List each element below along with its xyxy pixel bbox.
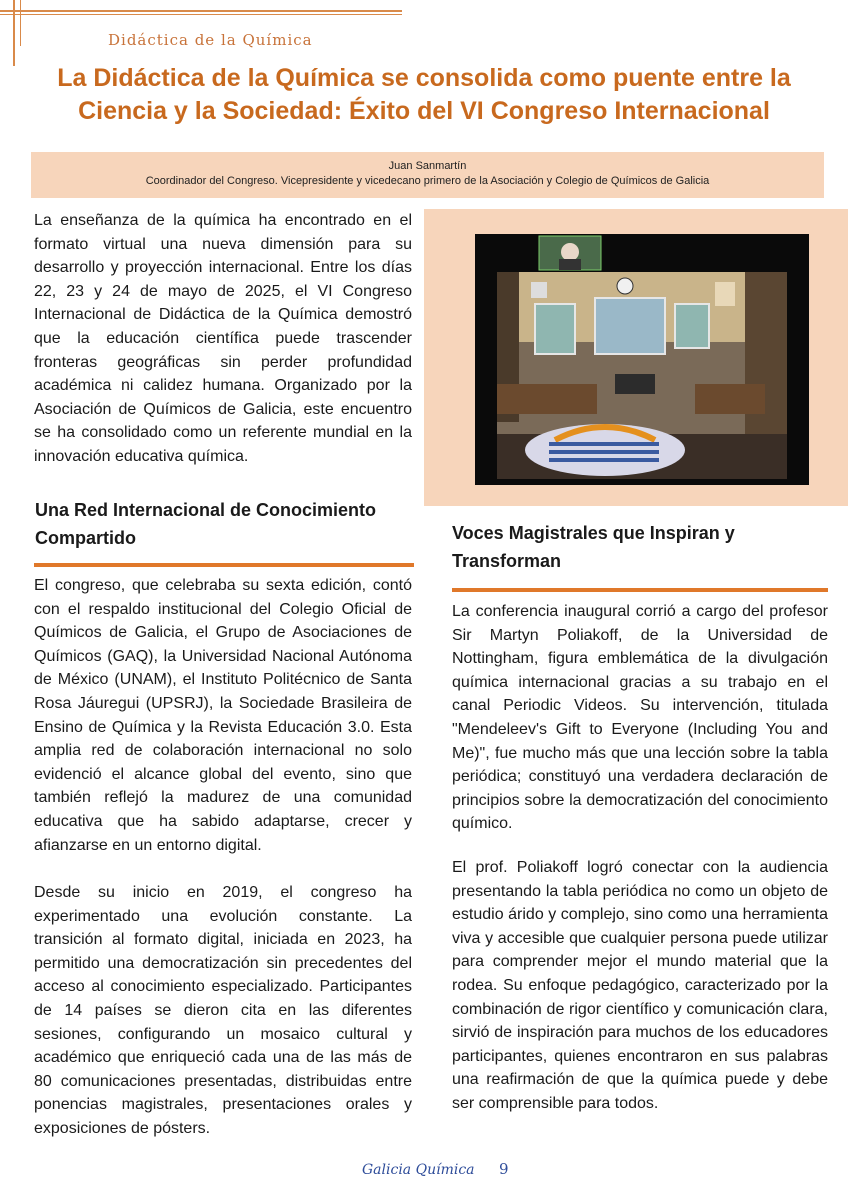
footer-magazine-name: Galicia Química (362, 1162, 475, 1178)
body-paragraph: La conferencia inaugural corrió a cargo del profesor Sir Martyn Poliakoff, de la Universidad de Nottingham, figura emblemática de la divulgación química internacional gracias a su trabajo en el canal Periodic Videos. Su intervención, titulada "Mendeleev's Gift to Everyone (Including You and Me)", fue mucho más que una lección sobre la tabla periódica; constituyó una verdadera declaración de principios sobre la democratización del conocimiento químico. (452, 603, 828, 833)
header-rule (0, 10, 402, 12)
header-rule (20, 0, 21, 46)
author-role: Coordinador del Congreso. Vicepresidente y vicedecano primero de la Asociación y Colegio de Químicos de Galicia (145, 175, 710, 187)
body-paragraph: Desde su inicio en 2019, el congreso ha experimentado una evolución constante. La transición al formato digital, iniciada en 2023, ha permitido una democratización sin precedentes del acceso al conocimiento especializado. Participantes de 14 países se dieron cita en las diferentes sesiones, configurando un mosaico cultural y académico que enriqueció cada una de las más de 80 comunicaciones presentadas, distribuidas entre ponencias magistrales, presentaciones orales y exposiciones de pósters. (34, 884, 412, 1137)
body-paragraph: El congreso, que celebraba su sexta edición, contó con el respaldo institucional del Colegio Oficial de Químicos de Galicia, el Grupo de Asociaciones de Químicos (GAQ), la Universidad Nacional Autónoma de México (UNAM), el Instituto Politécnico de Santa Rosa Jáuregui (UPSRJ), la Sociedade Brasileira de Ensino de Química y la Revista Educación 3.0. Esta amplia red de colaboración internacional no solo evidenció el alcance global del evento, sino que también reflejó la madurez de una comunidad educativa que ha sabido adaptarse, crecer y afianzarse en un entorno digital. (34, 577, 412, 854)
video-call-image (475, 234, 809, 485)
body-paragraph: El prof. Poliakoff logró conectar con la audiencia presentando la tabla periódica no como un objeto de estudio árido y complejo, sino como una herramienta viva y accesible que cualquier persona puede utilizar para comprender mejor el mundo material que la rodea. Su enfoque pedagógico, caracterizado por la combinación de rigor científico y comunicación clara, sirvió de inspiración para muchos de los educadores participantes, quienes encontraron en sus palabras una reafirmación de que la química puede y debe ser comprensible para todos. (452, 859, 828, 1112)
intro-paragraph: La enseñanza de la química ha encontrado en el formato virtual una nueva dimensión para su desarrollo y proyección internacional. Entre los días 22, 23 y 24 de mayo de 2025, el VI Congreso Internacional de Didáctica de la Química demostró que la educación científica puede trascender fronteras geográficas sin perder profundidad académica ni calidez humana. Organizado por la Asociación de Químicos de Galicia, este encuentro se ha consolidado como un referente mundial en la innovación educativa química. (34, 212, 412, 465)
page-number: 9 (499, 1160, 509, 1178)
article-photo (475, 234, 809, 485)
author-name: Juan Sanmartín (388, 160, 467, 172)
section-tag: Didáctica de la Química (108, 31, 313, 49)
section-rule (34, 563, 414, 567)
author-box (31, 152, 824, 198)
section-heading: Una Red Internacional de Conocimiento Compartido (35, 500, 377, 548)
section-rule (452, 588, 828, 592)
article-title: La Didáctica de la Química se consolida como puente entre la Ciencia y la Sociedad: Éxito del VI Congreso Internacional (57, 64, 791, 125)
section-heading: Voces Magistrales que Inspiran y Transforman (452, 523, 735, 571)
header-rule (0, 14, 402, 15)
header-rule (13, 0, 15, 66)
